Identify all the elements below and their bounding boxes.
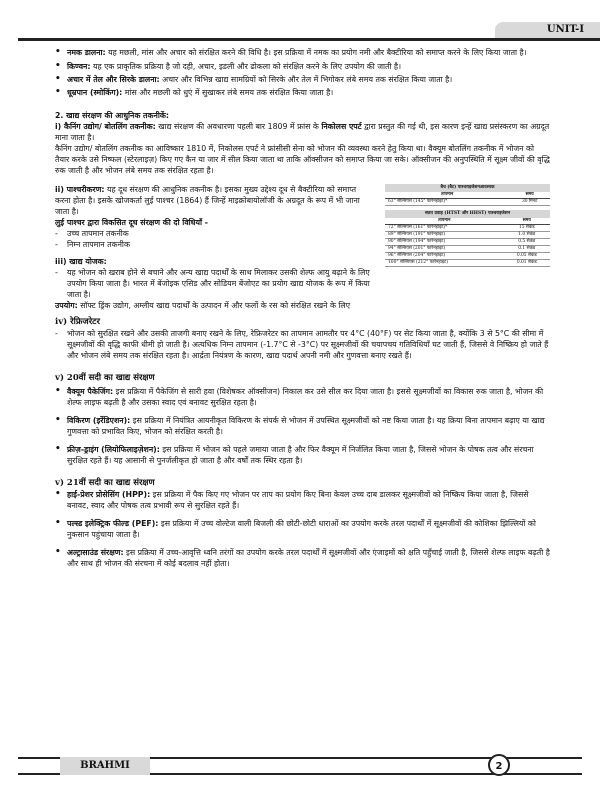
list-item: • धूम्रपान (स्मोकिंग): मांस और मछली को धुएं में सुखाकर लंबे समय तक संरक्षित किया जाता है।	[55, 87, 334, 97]
table-row: 94° सेल्सियस (201° फारेनहाइट) 0.1 सेकंड	[385, 246, 550, 253]
section-heading: 2. खाद्य संरक्षण की आधुनिक तकनीकें:	[55, 111, 169, 120]
table-cell: 63° सेल्सियस (145° फारेनहाइट)*	[385, 199, 509, 206]
list-item: • हाई-प्रेशर प्रोसेसिंग (HPP): इस प्रक्रिया में पैक किए गए भोजन पर ताप का प्रयोग किए बिना केवल उच्च दाब डालकर सूक्ष्मजीवों को निष्क्रिय किया जाता है, जिससे बनावट, स्वाद और पोषक तत्व प्रभावी रूप से सुरक्षित रहते हैं।	[55, 489, 529, 510]
table-header: तापमान	[385, 192, 509, 199]
list-item: • नमक डालना: यह मछली, मांस और अचार को संरक्षित करने की विधि है। इस प्रक्रिया में नमक का प्रयोग नमी और बैक्टीरिया को समाप्त करने के लिए किया जाता है।	[55, 47, 527, 57]
list-item: - भोजन को सुरक्षित रखने और उसकी ताजगी बनाए रखने के लिए, रेफ्रिजरेटर का तापमान आमतौर पर 4°C (40°F) पर सेट किया जाता है, क्योंकि 3 से 5°C की सीमा में सूक्ष्मजीवों की वृद्धि काफी धीमी हो जाती है। अत्यधिक निम्न तापमान (-1.7°C से -3°C) पर सूक्ष्मजीवों की चयापचय गतिविधियाँ घट जाती हैं, जिससे वे निष्क्रिय हो जाते हैं और भोजन लंबे समय तक संरक्षित रहता है। आर्द्रता नियंत्रण के कारण, खाद्य पदार्थ अपनी नमी और गुणवत्ता बनाए रखते हैं।	[55, 329, 549, 360]
list-item: - उच्च तापमान तकनीक	[55, 229, 129, 238]
paragraph: i) कैनिंग उद्योग/ बोतलिंग तकनीक: खाद्य संरक्षण की अवधारणा पहली बार 1809 में फ्रांस के निकोलस एपर्ट द्वारा प्रस्तुत की गई थी, इस कारण इन्हें खाद्य प्रसंस्करण का अग्रदूत माना जाता है।	[55, 122, 550, 142]
table-row: 90° सेल्सियस (194° फारेनहाइट) 0.5 सेकंड	[385, 239, 550, 246]
list-item: • अल्ट्रासाउंड संरक्षण: इस प्रक्रिया में उच्च-आवृत्ति ध्वनि तरंगों का उपयोग करके तरल पदार्थों में सूक्ष्मजीवों और एंजाइमों को क्षति पहुँचाई जाती है, जिससे शेल्फ लाइफ बढ़ती है और साथ ही भोजन की संरचना में कोई बदलाव नहीं होता।	[55, 547, 550, 568]
table-header: तापमान	[385, 218, 504, 225]
table-caption: सतत प्रवाह (HTST और HHST) पाश्चराइजेशन	[385, 210, 550, 218]
section-heading: iv) रेफ्रिजरेटर	[55, 317, 100, 327]
unit-label: UNIT-I	[546, 24, 584, 35]
table-row: 72° सेल्सियस (161° फारेनहाइट)* 15 सेकंड	[385, 225, 550, 232]
page-number: 2	[488, 754, 510, 776]
table-row: 89° सेल्सियस (191° फारेनहाइट) 1.0 सेकंड	[385, 232, 550, 239]
table-header: समय	[509, 192, 550, 199]
pasteurization-table	[385, 184, 550, 267]
sub-heading: लुई पाश्चर द्वारा विकसित दूध संरक्षण की दो विधियाँ -	[55, 218, 208, 227]
list-item: • वैक्यूम पैकेजिंग: इस प्रक्रिया में पैकेजिंग से सारी हवा (विशेषकर ऑक्सीजन) निकाल कर उसे सील कर दिया जाता है। इससे सूक्ष्मजीवों का विकास रुक जाता है, भोजन की शेल्फ लाइफ बढ़ती है और उसका स्वाद एवं बनावट सुरक्षित रहता है।	[55, 386, 544, 407]
list-item: • विकिरण (इर्रेडिएशन): इस प्रक्रिया में नियंत्रित आयनीकृत विकिरण के संपर्क से भोजन में उपस्थित सूक्ष्मजीवों को नष्ट किया जाता है। यह क्रिया बिना तापमान बढ़ाए या खाद्य गुणवत्ता को प्रभावित किए, भोजन को संरक्षित करती है।	[55, 415, 545, 436]
header-rule	[18, 38, 600, 41]
list-item: • अचार में तेल और सिरके डालना: अचार और विभिन्न खाद्य सामग्रियों को सिरके और तेल में भिगोकर लंबे समय तक संरक्षित किया जाता है।	[55, 74, 453, 84]
list-item: • पल्स्ड इलेक्ट्रिक फील्ड (PEF): इस प्रक्रिया में उच्च वोल्टेज वाली बिजली की छोटी-छोटी धाराओं का उपयोग करके तरल पदार्थों में सूक्ष्मजीवों की कोशिका झिल्लियों को नुकसान पहुंचाया जाता है।	[55, 518, 536, 539]
list-item: - यह भोजन को खराब होने से बचाने और अन्य खाद्य पदार्थों के साथ मिलाकर उसकी शेल्फ आयु बढ़ाने के लिए उपयोग किया जाता है। भारत में बेंजोइक एसिड और सोडियम बेंजोएट का प्रयोग खाद्य योजक के रूप में किया जाता है।	[55, 268, 370, 299]
list-item: • फ्रीज़-ड्राइंग (लियोफिलाइज़ेशन): इस प्रक्रिया में भोजन को पहले जमाया जाता है और फिर वैक्यूम में निर्जलित किया जाता है, जिससे भोजन के पोषक तत्व और संरचना सुरक्षित रहते हैं। यह आसानी से पुनर्जलीकृत हो जाता है और वर्षों तक स्थिर रहता है।	[55, 444, 534, 465]
table-caption: बैच (बैट) पाश्चराइजेशनआवश्यक	[385, 184, 550, 192]
section-heading: v) 20वीं सदी का खाद्य संरक्षण	[55, 373, 155, 383]
brand-label: BRAHMI	[60, 757, 150, 775]
list-item: - निम्न तापमान तकनीक	[55, 240, 130, 249]
table-row: 96° सेल्सियस (204° फारेनहाइट) 0.05 सेकंड	[385, 253, 550, 260]
sub-heading: iii) खाद्य योजक:	[55, 257, 107, 266]
table-cell: 30 मिनट	[509, 199, 550, 206]
page-content	[55, 47, 550, 569]
list-item: • किण्वन: यह एक प्राकृतिक प्रक्रिया है जो दही, अचार, इडली और ढोकला को संरक्षित करने के लिए उपयोग की जाती है।	[55, 61, 402, 71]
section-heading: v) 21वीं सदी का खाद्य संरक्षण	[55, 478, 155, 488]
paragraph: कैनिंग उद्योग/ बोतलिंग तकनीक का आविष्कार 1810 में, निकोलस एपर्ट ने फ्रांसीसी सेना को भोजन की व्यवस्था करने हेतु किया था। वैक्यूम बोतलिंग तकनीक में भोजन को तैयार करके उसे निष्फल (स्टेरलाइज़) किए गए कैन या जार में सील किया जाता था ताकि ऑक्सीजन को समाप्त किया जा सके। ऑक्सीजन की अनुपस्थिति में सूक्ष्म जीवों की वृद्धि रुक जाती है और भोजन लंबे समय तक संरक्षित रहता है।	[55, 144, 550, 175]
paragraph: ii) पाश्चरीकरण: यह दूध संरक्षण की आधुनिक तकनीक है। इसका मुख्य उद्देश्य दूध से बैक्टीरिया को समाप्त करना होता है। इसके खोजकर्ता लुई पाश्चर (1864) हैं जिन्हें माइक्रोबायोलॉजी के अग्रदूत के रूप में भी जाना जाता है।	[55, 185, 360, 216]
table-row: 100° सेल्सियस (212° फारेनहाइट) 0.01 सेकंड	[385, 260, 550, 267]
table-header: समय	[504, 218, 550, 225]
paragraph: उपयोग: सॉफ्ट ड्रिंक उद्योग, अम्लीय खाद्य पदार्थों के उत्पादन में और फलों के रस को संरक्षित रखने के लिए	[55, 301, 351, 310]
